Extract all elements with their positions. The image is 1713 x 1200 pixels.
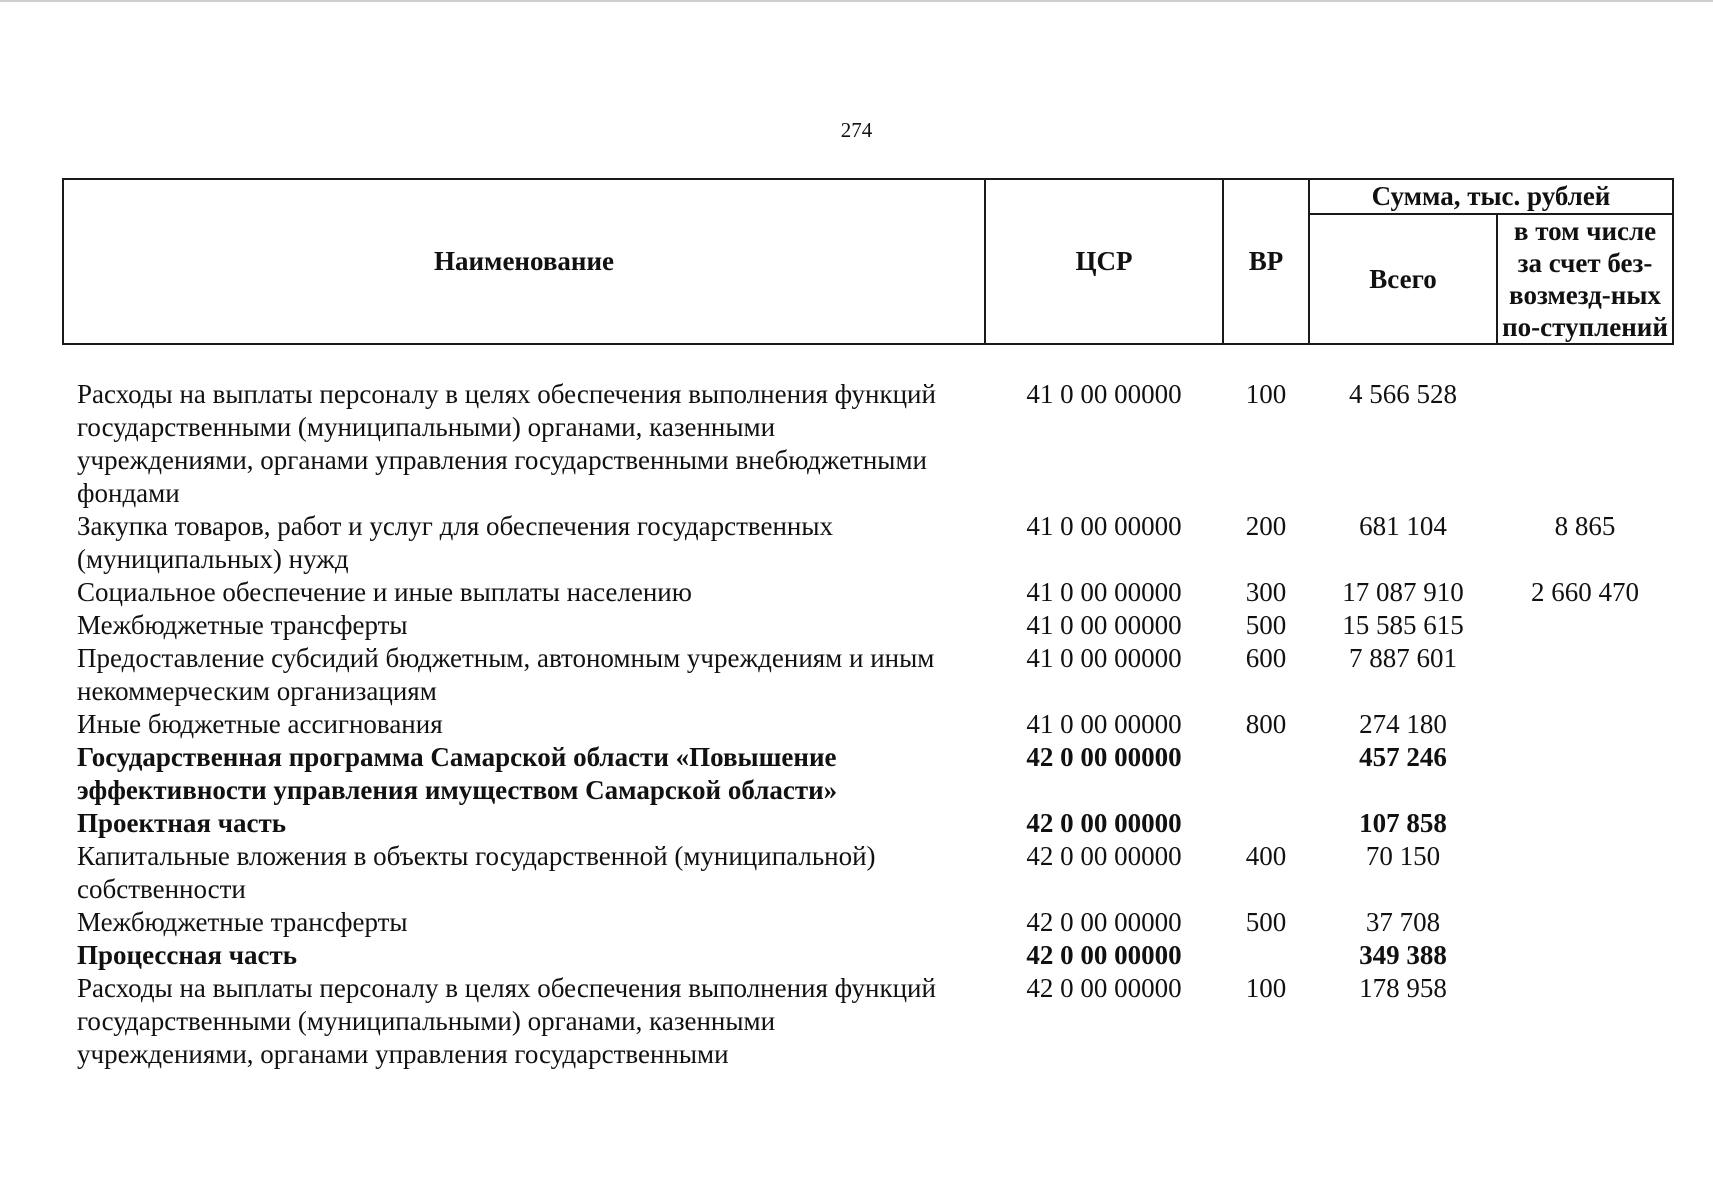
table-row	[63, 378, 1673, 510]
table-row	[63, 576, 1673, 609]
row-free-receipts	[1497, 972, 1673, 1071]
row-free-receipts	[1497, 708, 1673, 741]
row-free-receipts	[1497, 840, 1673, 906]
header-sum-group: Сумма, тыс. рублей	[1309, 179, 1673, 214]
row-vr	[1223, 939, 1309, 972]
row-csr: 41 0 00 00000	[1026, 610, 1182, 640]
row-free-receipts	[1497, 642, 1673, 708]
row-csr: 42 0 00 00000	[1026, 973, 1182, 1003]
row-free-receipts	[1497, 807, 1673, 840]
header-vr: ВР	[1223, 179, 1309, 344]
row-vr: 500	[1245, 907, 1287, 937]
table-row	[63, 972, 1673, 1071]
row-name: Иные бюджетные ассигнования	[77, 709, 443, 739]
row-name: Закупка товаров, работ и услуг для обеспечения государственных (муниципальных) нужд	[77, 511, 834, 574]
table-row	[63, 807, 1673, 840]
row-csr: 41 0 00 00000	[1026, 577, 1182, 607]
row-total: 7 887 601	[1349, 643, 1457, 673]
row-csr: 42 0 00 00000	[1026, 841, 1182, 871]
row-name: Капитальные вложения в объекты государственной (муниципальной) собственности	[77, 841, 876, 904]
scan-edge	[0, 0, 1713, 2]
budget-table	[62, 178, 1674, 1071]
row-vr: 500	[1245, 610, 1287, 640]
row-total: 681 104	[1359, 511, 1447, 541]
row-free-receipts	[1497, 906, 1673, 939]
row-free-receipts: 8 865	[1554, 511, 1616, 541]
row-free-receipts: 2 660 470	[1531, 577, 1639, 607]
header-spacer	[63, 344, 1673, 378]
row-total: 4 566 528	[1349, 379, 1457, 409]
row-name: Расходы на выплаты персоналу в целях обеспечения выполнения функций государственными (муниципальными) органами, казенными учреждениями, органами управления государственными внебюджетными фондами	[77, 379, 936, 508]
row-vr	[1223, 741, 1309, 807]
row-vr: 300	[1245, 577, 1287, 607]
row-csr: 42 0 00 00000	[1026, 742, 1182, 772]
row-total: 37 708	[1365, 907, 1441, 937]
row-csr: 42 0 00 00000	[1026, 940, 1182, 970]
row-total: 349 388	[1359, 940, 1447, 970]
table-header	[63, 179, 1673, 344]
row-free-receipts	[1497, 378, 1673, 510]
row-total: 274 180	[1359, 709, 1447, 739]
row-name: Предоставление субсидий бюджетным, автономным учреждениям и иным некоммерческим организациям	[77, 643, 935, 706]
row-vr	[1223, 807, 1309, 840]
row-free-receipts	[1497, 609, 1673, 642]
row-free-receipts	[1497, 741, 1673, 807]
row-free-receipts	[1497, 939, 1673, 972]
budget-table-container	[62, 178, 1672, 1071]
table-body	[63, 344, 1673, 1071]
table-row	[63, 510, 1673, 576]
row-vr: 100	[1245, 973, 1287, 1003]
row-csr: 41 0 00 00000	[1026, 643, 1182, 673]
row-name: Межбюджетные трансферты	[77, 610, 408, 640]
row-vr: 400	[1245, 841, 1287, 871]
row-total: 178 958	[1359, 973, 1447, 1003]
table-row	[63, 609, 1673, 642]
row-name: Социальное обеспечение и иные выплаты населению	[77, 577, 692, 607]
table-row	[63, 939, 1673, 972]
row-vr: 100	[1245, 379, 1287, 409]
header-csr: ЦСР	[985, 179, 1223, 344]
table-row	[63, 906, 1673, 939]
row-name: Процессная часть	[77, 940, 298, 970]
table-row	[63, 708, 1673, 741]
row-csr: 42 0 00 00000	[1026, 808, 1182, 838]
table-row	[63, 741, 1673, 807]
row-csr: 42 0 00 00000	[1026, 907, 1182, 937]
row-name: Проектная часть	[77, 808, 286, 838]
row-total: 70 150	[1365, 841, 1441, 871]
page-number: 274	[840, 118, 873, 142]
row-csr: 41 0 00 00000	[1026, 709, 1182, 739]
row-name: Межбюджетные трансферты	[77, 907, 408, 937]
table-row	[63, 642, 1673, 708]
row-name: Государственная программа Самарской области «Повышение эффективности управления имуществом Самарской области»	[77, 742, 838, 805]
row-vr: 600	[1245, 643, 1287, 673]
table-row	[63, 840, 1673, 906]
row-total: 15 585 615	[1342, 610, 1464, 640]
header-name: Наименование	[63, 179, 985, 344]
row-csr: 41 0 00 00000	[1026, 511, 1182, 541]
row-total: 107 858	[1359, 808, 1447, 838]
row-total: 457 246	[1359, 742, 1447, 772]
row-vr: 800	[1245, 709, 1287, 739]
header-free-receipts: в том числе за счет без-возмезд-ных по-ступлений	[1497, 214, 1673, 344]
row-name: Расходы на выплаты персоналу в целях обеспечения выполнения функций государственными (муниципальными) органами, казенными учреждениями, органами управления государственными	[77, 973, 936, 1069]
row-csr: 41 0 00 00000	[1026, 379, 1182, 409]
header-total: Всего	[1309, 214, 1497, 344]
row-vr: 200	[1245, 511, 1287, 541]
row-total: 17 087 910	[1342, 577, 1464, 607]
